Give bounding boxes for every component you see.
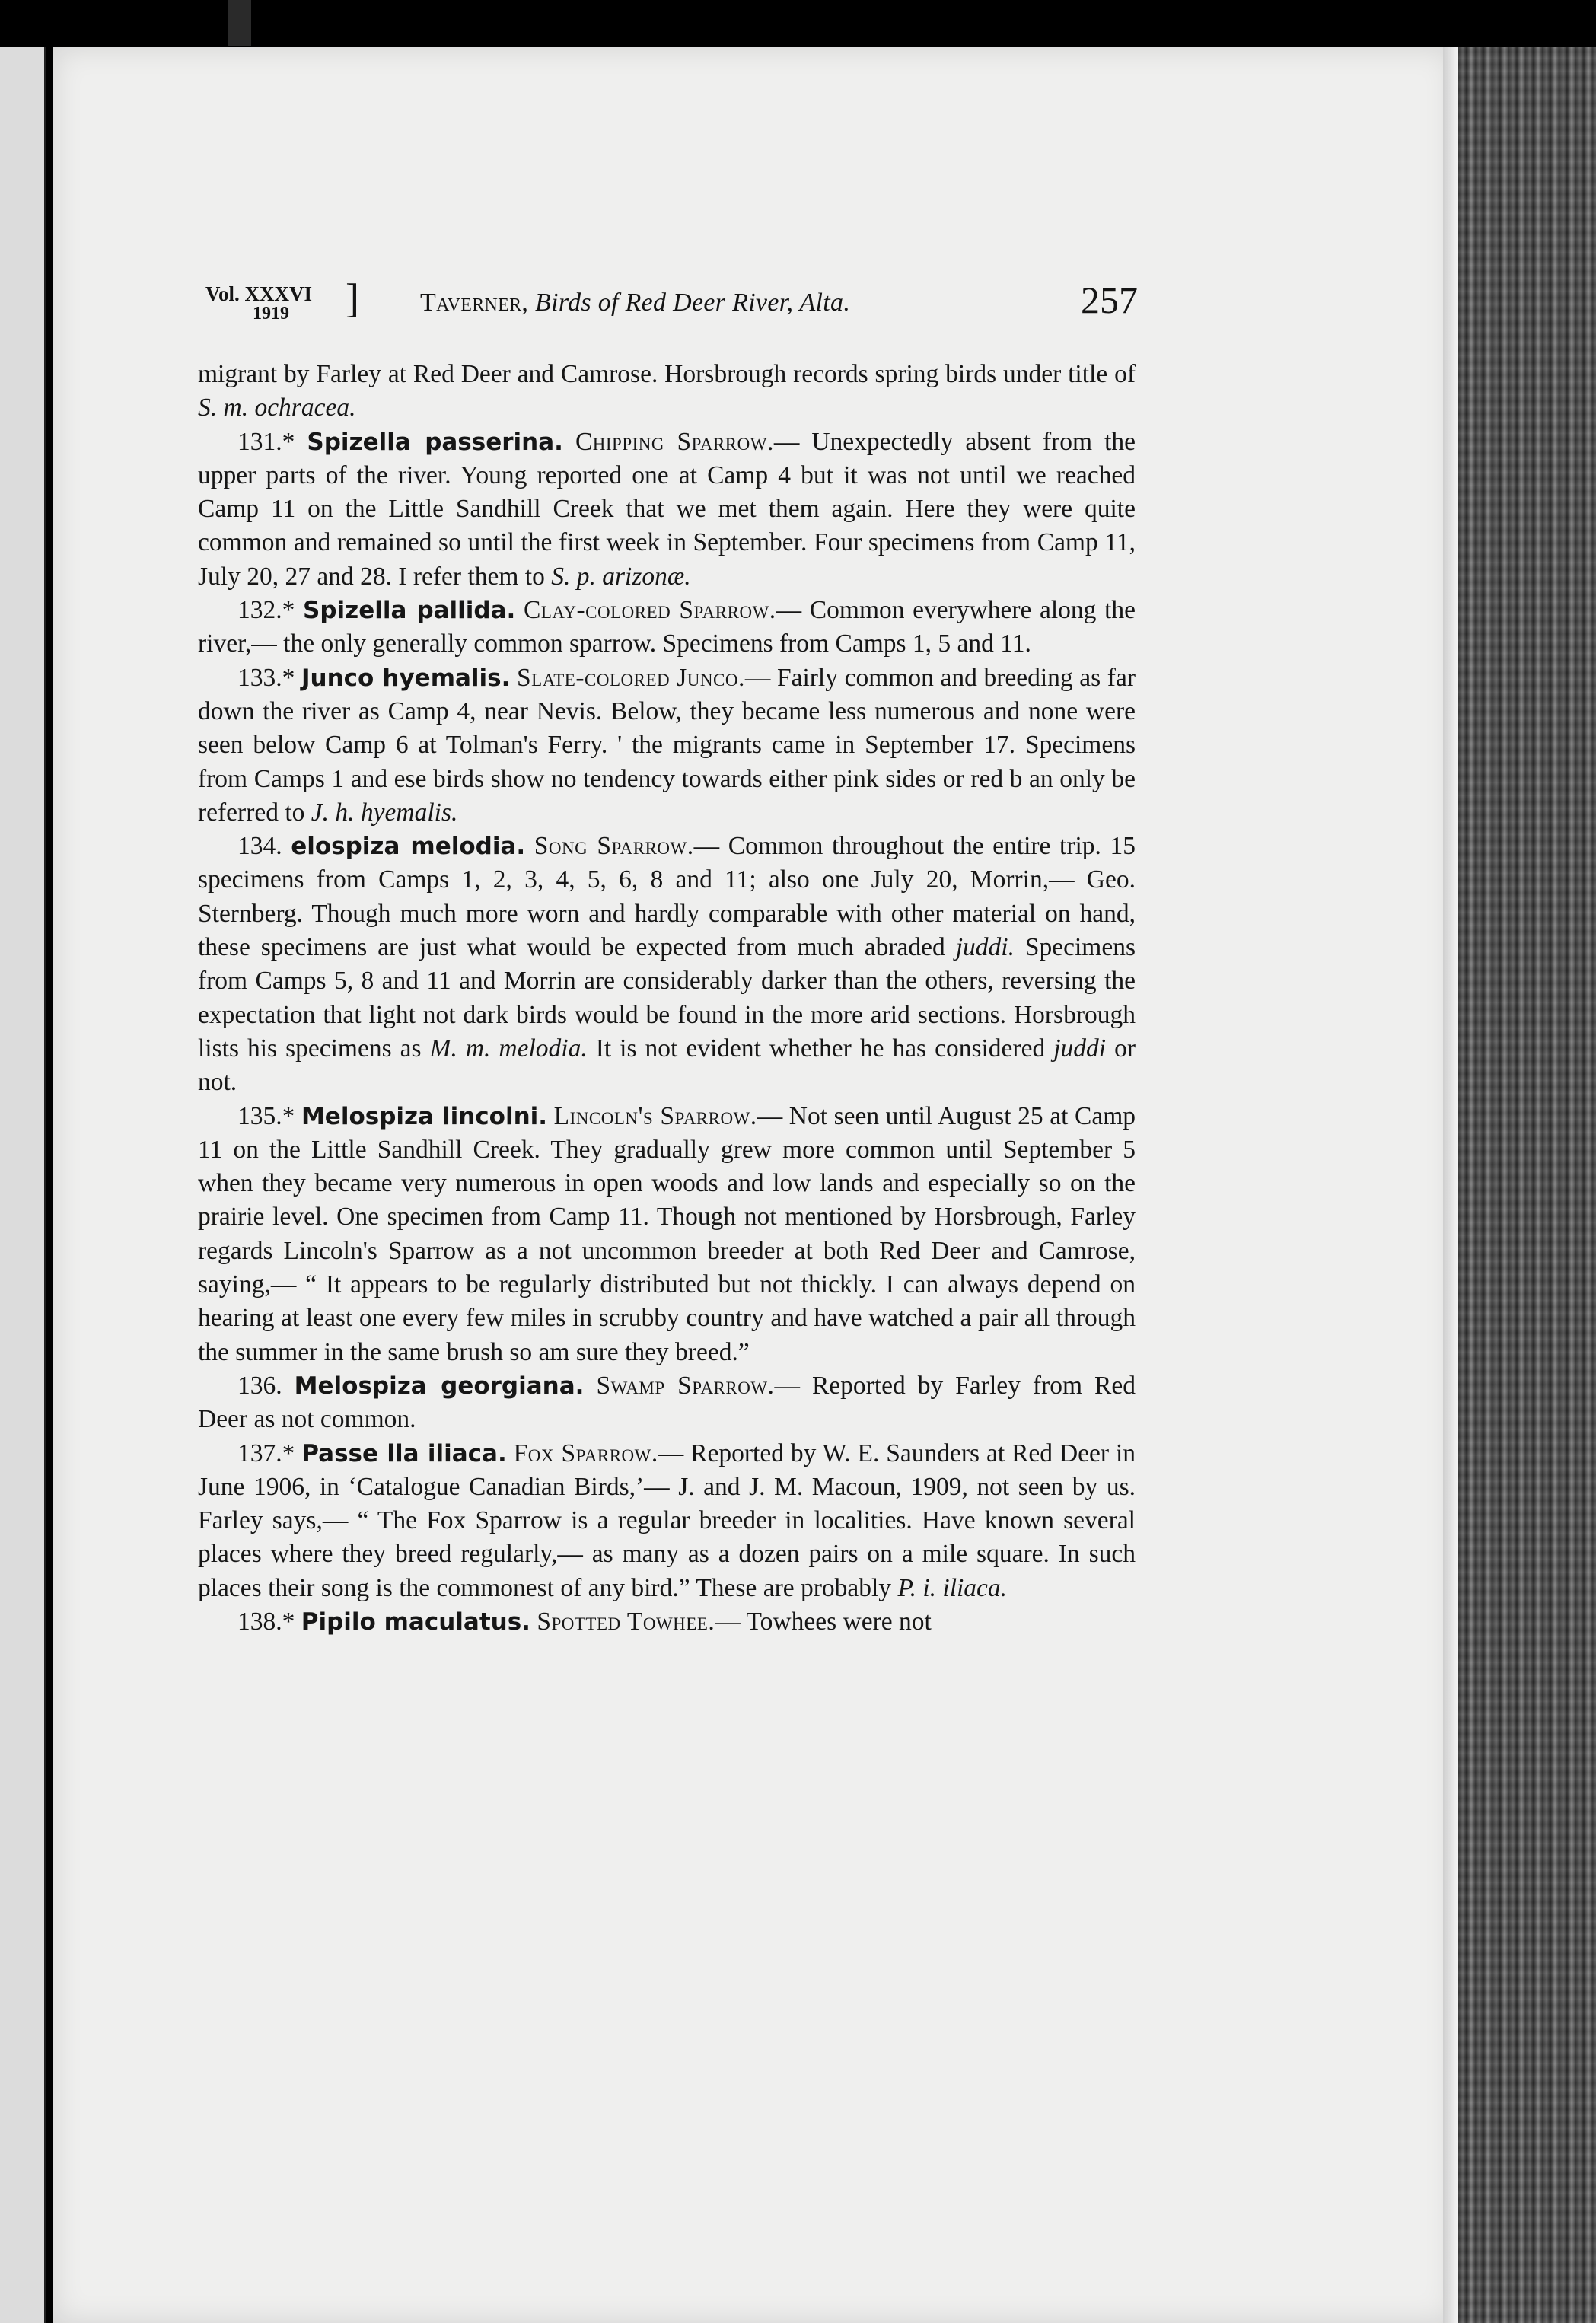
volume-label xyxy=(205,284,312,323)
scientific-name: elospiza melodia. xyxy=(291,833,526,861)
common-name: Lincoln's Sparrow. xyxy=(553,1101,757,1130)
entry-italic: juddi xyxy=(1053,1034,1107,1063)
entry-number: 134. xyxy=(237,832,282,861)
entry-number: 133.* xyxy=(237,663,295,692)
facing-page-edge xyxy=(0,47,46,2323)
common-name: Swamp Sparrow. xyxy=(596,1371,775,1400)
common-name: Spotted Towhee. xyxy=(537,1607,715,1636)
species-entries xyxy=(198,425,1136,1639)
volume-year: 1919 xyxy=(253,304,289,323)
header-author: Taverner, xyxy=(420,288,529,317)
entry-text: It is not evident whether he has considered xyxy=(587,1034,1054,1063)
entry-text: — Unexpectedly absent from the upper parts of the river. Young reported one at Camp 4 but it was not until we reached Camp 11 on the Little Sandhill Creek that we met them again. Here they were quite common and remained so until the first week in September. Four specimens from Camp 11, July 20, 27 and 28. I refer them to xyxy=(198,427,1136,591)
species-entry xyxy=(198,661,1136,830)
entry-text: — Reported by W. E. Saunders at Red Deer in June 1906, in ‘Catalogue Canadian Birds,’— J. and J. M. Macoun, 1909, not seen by us. Farley says,— “ The Fox Sparrow is a regular breeder in localities. Have known several places where they breed regularly,— as many as a dozen pairs on a mile square. In such places their song is the commonest of any bird.” These are probably xyxy=(198,1439,1136,1602)
scan-artifact xyxy=(228,0,251,46)
scientific-name: Pipilo maculatus. xyxy=(301,1608,530,1636)
species-entry xyxy=(198,594,1136,661)
common-name: Fox Sparrow. xyxy=(513,1439,658,1467)
header-title: Birds of Red Deer River, Alta. xyxy=(535,288,851,317)
scientific-name: Spizella pallida. xyxy=(303,597,516,625)
scientific-name: Melospiza lincolni. xyxy=(301,1102,548,1130)
entry-number: 138.* xyxy=(237,1607,295,1636)
species-entry xyxy=(198,830,1136,1099)
species-entry xyxy=(198,425,1136,594)
common-name: Chipping Sparrow. xyxy=(575,427,774,456)
page-number: 257 xyxy=(1081,279,1138,321)
common-name: Clay-colored Sparrow. xyxy=(523,596,776,625)
entry-text: — Common throughout the entire trip. 15 specimens from Camps 1, 2, 3, 4, 5, 6, 8 and 11; also one July 20, Morrin,— Geo. Sternberg. Though much more worn and hardly comparable with other material on hand, these specimens are just what would be expected from much abraded xyxy=(198,832,1136,962)
species-entry xyxy=(198,1605,1136,1639)
scientific-name: Passe lla iliaca. xyxy=(301,1439,507,1467)
intro-italic: S. m. ochracea. xyxy=(198,394,356,422)
entry-number: 132.* xyxy=(237,596,295,625)
entry-number: 136. xyxy=(237,1371,282,1400)
running-title xyxy=(420,288,850,317)
entry-italic: J. h. hyemalis. xyxy=(311,798,458,827)
entry-text: or not. xyxy=(198,1034,1136,1097)
entry-text: Specimens from Camps 5, 8 and 11 and Morrin are considerably darker than the others, reversing the expectation that light not dark birds would be found in the more arid sections. Horsbrough lists his specimens as xyxy=(198,933,1136,1063)
entry-italic: M. m. melodia. xyxy=(429,1034,588,1063)
entry-text: — Fairly common and breeding as far down the river as Camp 4, near Nevis. Below, they became less numerous and none were seen below Camp 6 at Tolman's Ferry. ' the migrants came in September 17. Specimens from Camps 1 and ese birds show no tendency towards either pink sides or red b an only be referred to xyxy=(198,663,1136,827)
common-name: Slate-colored Junco. xyxy=(517,663,745,692)
running-header xyxy=(205,278,1138,331)
species-entry xyxy=(198,1100,1136,1369)
entry-number: 135.* xyxy=(237,1101,295,1130)
entry-text: — Reported by Farley from Red Deer as not common. xyxy=(198,1371,1136,1434)
entry-italic: S. p. arizonæ. xyxy=(551,562,691,591)
intro-text: migrant by Farley at Red Deer and Camrose. Horsbrough records spring birds under title of xyxy=(198,360,1136,388)
page-fore-edge xyxy=(1443,47,1458,2323)
book-binding xyxy=(1458,47,1596,2323)
article-body xyxy=(198,358,1136,1639)
entry-text: — Towhees were not xyxy=(715,1607,932,1636)
entry-italic: juddi. xyxy=(955,933,1015,962)
volume-number: Vol. XXXVI xyxy=(205,282,313,305)
scientific-name: Junco hyemalis. xyxy=(301,664,511,692)
header-bracket: ] xyxy=(346,276,359,321)
species-entry xyxy=(198,1369,1136,1437)
entry-italic: P. i. iliaca. xyxy=(897,1573,1008,1602)
scientific-name: Spizella passerina. xyxy=(307,428,563,456)
intro-paragraph xyxy=(198,358,1136,425)
common-name: Song Sparrow. xyxy=(534,832,694,861)
entry-number: 137.* xyxy=(237,1439,295,1467)
entry-text: — Not seen until August 25 at Camp 11 on the Little Sandhill Creek. They gradually grew more common until September 5 when they became very numerous in open woods and low lands and especially so on the prairie level. One specimen from Camp 11. Though not mentioned by Horsbrough, Farley regards Lincoln's Sparrow as a not uncommon breeder at both Red Deer and Camrose, saying,— “ It appears to be regularly distributed but not thickly. I can always depend on hearing at least one every few miles in scrubby country and have watched a pair all through the summer in the same brush so am sure they breed.” xyxy=(198,1101,1136,1366)
scientific-name: Melospiza georgiana. xyxy=(294,1372,585,1400)
species-entry xyxy=(198,1437,1136,1605)
entry-number: 131.* xyxy=(237,427,295,456)
entry-text: — Common everywhere along the river,— the only generally common sparrow. Specimens from Camps 1, 5 and 11. xyxy=(198,596,1136,658)
